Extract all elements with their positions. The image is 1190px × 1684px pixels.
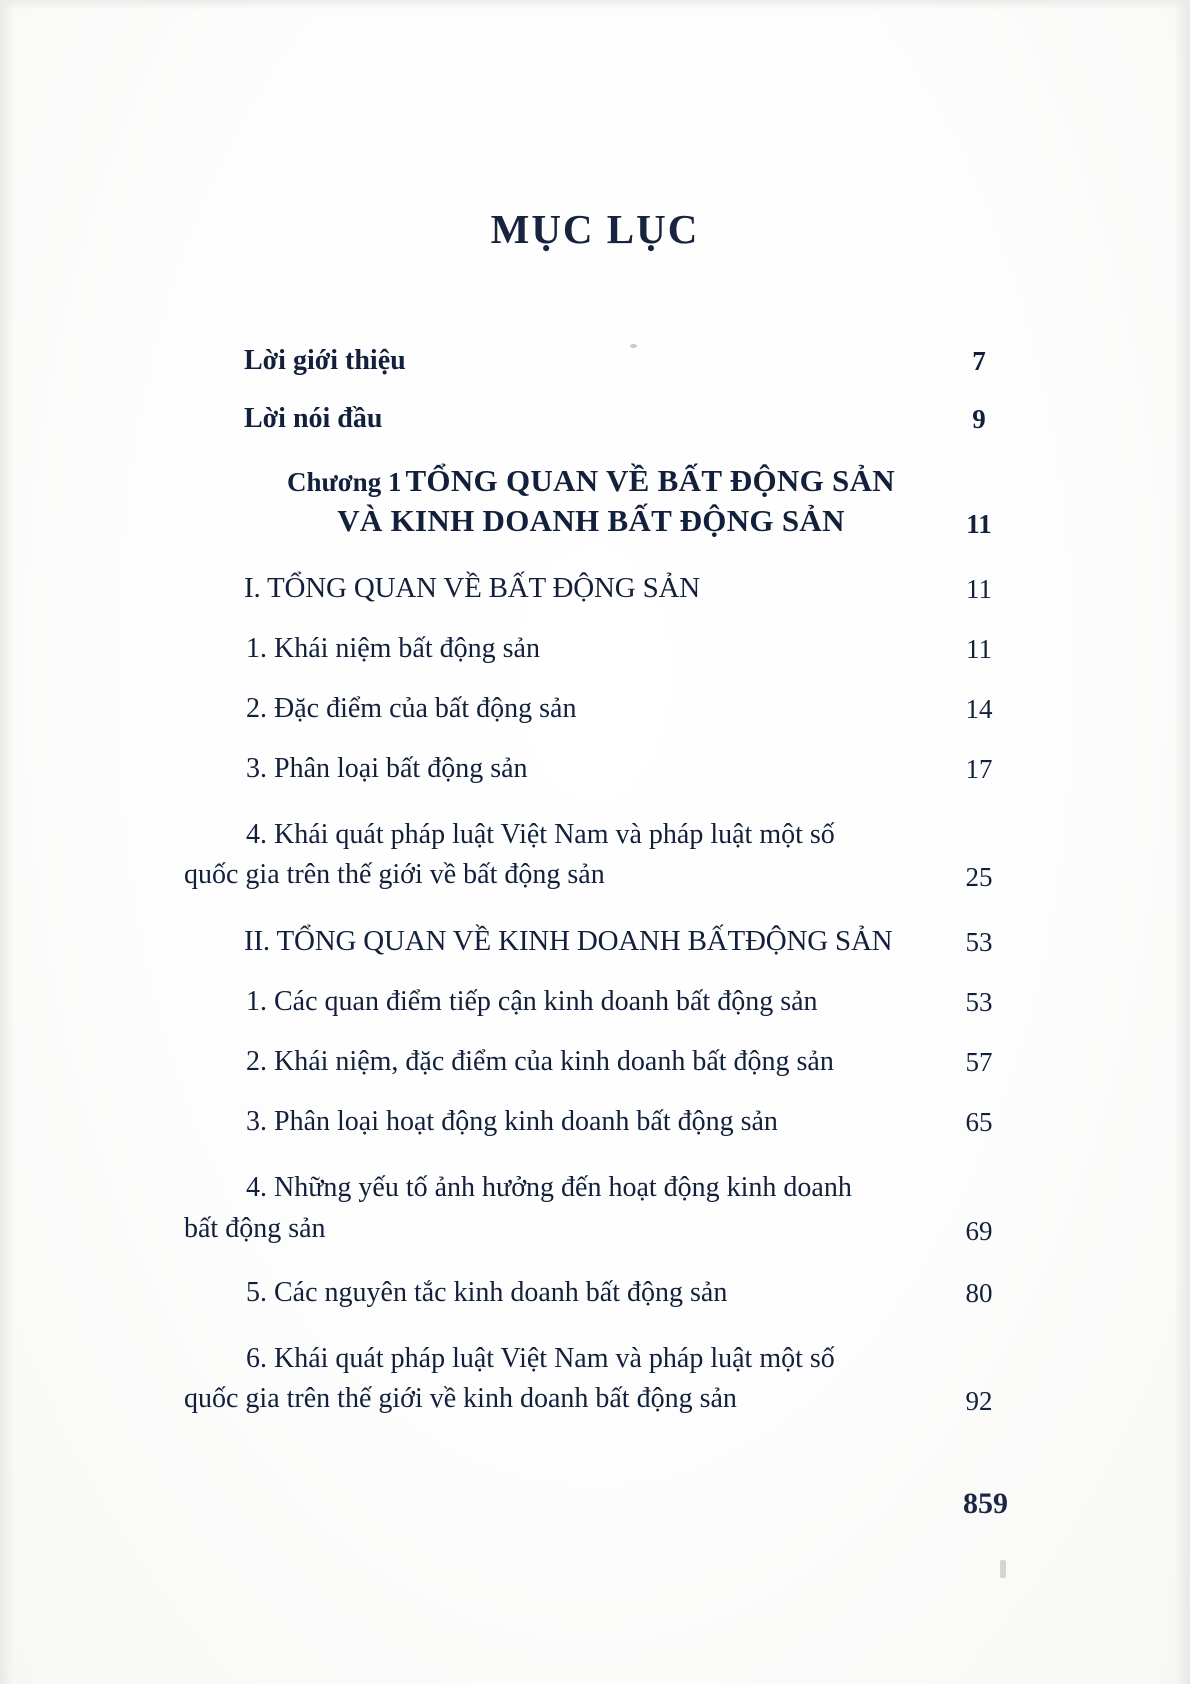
toc-entry-label-line-1: 4. Những yếu tố ảnh hưởng đến hoạt động kinh doanh <box>246 1172 852 1204</box>
toc-entry-label-line-2: bất động sản <box>184 1212 326 1244</box>
scan-speck <box>1000 1560 1006 1578</box>
toc-row-section-2[interactable] <box>184 925 1014 958</box>
chapter-title-line-1: TỔNG QUAN VỀ BẤT ĐỘNG SẢN <box>405 463 895 498</box>
toc-entry-label: II. TỔNG QUAN VỀ KINH DOANH BẤTĐỘNG SẢN <box>244 925 893 958</box>
toc-row-section-2-item-6[interactable] <box>184 1339 1014 1420</box>
toc-entry-page: 11 <box>966 508 992 539</box>
footer-page-number: 859 <box>963 1487 1008 1520</box>
toc-entry-label: 5. Các nguyên tắc kinh doanh bất động sản <box>246 1276 728 1308</box>
toc-entry-label: 3. Phân loại hoạt động kinh doanh bất động sản <box>246 1106 778 1138</box>
toc-entry-page: 17 <box>965 753 993 784</box>
toc-entry-label: 2. Khái niệm, đặc điểm của kinh doanh bất động sản <box>246 1046 834 1078</box>
toc-row-section-2-item-1[interactable] <box>184 986 1014 1018</box>
toc-row-section-2-item-2[interactable] <box>184 1046 1014 1078</box>
toc-row-loi-gioi-thieu[interactable] <box>184 345 1014 377</box>
toc-row-chapter-1[interactable] <box>184 461 1014 542</box>
toc-row-section-2-item-4[interactable] <box>184 1168 1014 1249</box>
toc-entry-label: Lời giới thiệu <box>244 345 406 376</box>
toc-entry-label: 1. Khái niệm bất động sản <box>246 632 540 664</box>
toc-row-section-1-item-1[interactable] <box>184 633 1014 665</box>
toc-entry-label: 2. Đặc điểm của bất động sản <box>246 692 577 724</box>
toc-entry-page: 11 <box>966 573 992 604</box>
toc-entry-label-line-1: 6. Khái quát pháp luật Việt Nam và pháp luật một số <box>246 1342 835 1374</box>
chapter-heading <box>184 461 944 542</box>
toc-entry-list <box>176 345 1014 1419</box>
toc-row-section-2-item-3[interactable] <box>184 1106 1014 1138</box>
toc-entry-page: 80 <box>965 1277 993 1308</box>
chapter-title-line-2: VÀ KINH DOANH BẤT ĐỘNG SẢN <box>337 503 845 539</box>
toc-row-loi-noi-dau[interactable] <box>184 403 1014 435</box>
toc-entry-label: 1. Các quan điểm tiếp cận kinh doanh bất động sản <box>246 986 818 1018</box>
toc-entry-label: 3. Phân loại bất động sản <box>246 752 528 784</box>
toc-entry-label <box>184 1339 835 1420</box>
toc-entry-page: 25 <box>965 862 993 893</box>
toc-entry-label-line-2: quốc gia trên thế giới về bất động sản <box>184 858 605 890</box>
chapter-number-label: Chương 1 <box>287 467 402 497</box>
toc-entry-page: 57 <box>965 1047 993 1078</box>
toc-entry-page: 69 <box>965 1215 993 1246</box>
toc-entry-label: Lời nói đầu <box>244 403 383 434</box>
toc-entry-label-line-2: quốc gia trên thế giới về kinh doanh bất động sản <box>184 1383 737 1415</box>
toc-row-section-1[interactable] <box>184 572 1014 605</box>
toc-entry-page: 9 <box>972 404 986 434</box>
toc-entry-page: 53 <box>965 927 993 958</box>
toc-entry-label-line-1: 4. Khái quát pháp luật Việt Nam và pháp luật một số <box>246 818 835 850</box>
page-title: MỤC LỤC <box>490 206 700 252</box>
toc-entry-page: 11 <box>966 633 992 664</box>
toc-entry-page: 53 <box>965 987 993 1018</box>
toc-entry-page: 14 <box>965 693 993 724</box>
toc-entry-page: 65 <box>965 1107 993 1138</box>
toc-entry-label: I. TỔNG QUAN VỀ BẤT ĐỘNG SẢN <box>244 571 700 604</box>
toc-row-section-1-item-2[interactable] <box>184 693 1014 725</box>
toc-row-section-2-item-5[interactable] <box>184 1277 1014 1309</box>
toc-entry-page: 92 <box>965 1386 993 1417</box>
toc-row-section-1-item-4[interactable] <box>184 815 1014 896</box>
toc-entry-label <box>184 1168 852 1249</box>
toc-row-section-1-item-3[interactable] <box>184 753 1014 785</box>
toc-entry-label <box>184 815 835 896</box>
toc-entry-page: 7 <box>972 346 986 376</box>
